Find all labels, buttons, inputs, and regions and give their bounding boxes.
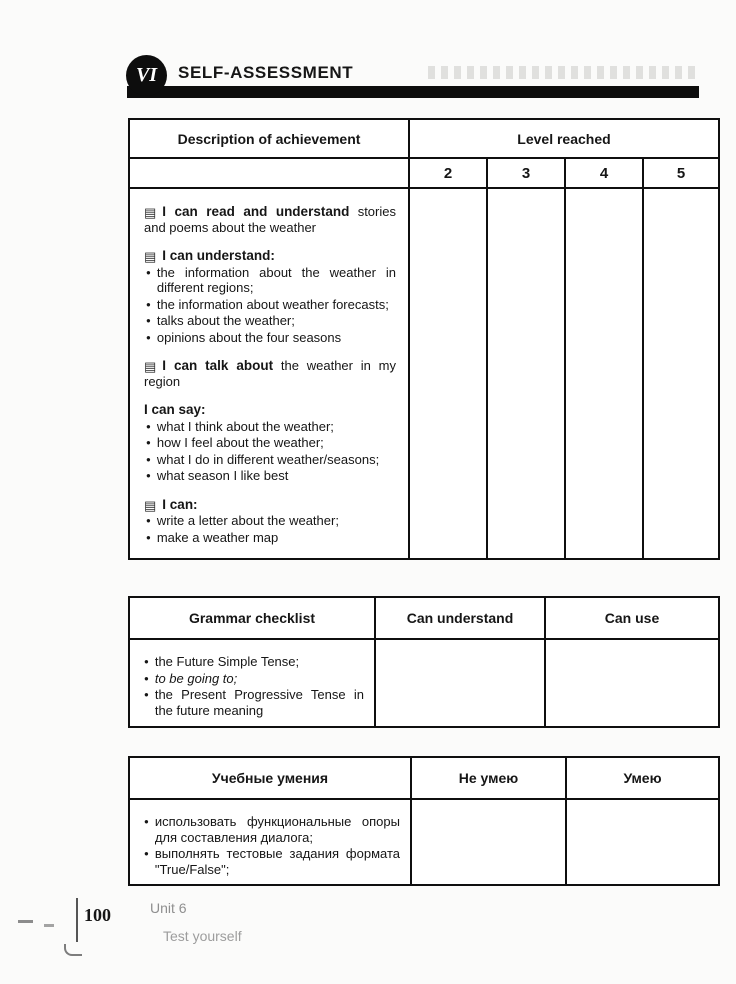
bullet-item [142, 846, 400, 877]
bullet-dot-icon: ● [146, 454, 151, 464]
bullet-dot-icon: ● [146, 516, 151, 525]
bullet-dot-icon: ● [146, 438, 151, 447]
section-lead-rest: stories and poems about the weather [144, 204, 396, 235]
bullet-dot-icon: ● [144, 657, 149, 666]
bullet-text: the information about weather forecasts; [156, 296, 389, 312]
section-lead [144, 248, 396, 264]
footer-unit-label: Unit 6 [150, 900, 187, 916]
bullet-dot-icon: ● [146, 421, 151, 431]
can-header: Умею [565, 758, 718, 798]
skills-table [128, 756, 720, 886]
cannot-cell [410, 798, 565, 884]
skills-header: Учебные умения [211, 770, 329, 786]
section-lead-bold: I can: [162, 496, 198, 512]
score-cell-level-2 [408, 187, 486, 558]
can-cell [565, 798, 718, 884]
section-write [144, 497, 396, 546]
section-talk [144, 358, 396, 389]
unit-badge [126, 55, 167, 96]
bullet-dot-icon: ● [144, 849, 149, 858]
unit-badge-label: VI [135, 64, 158, 86]
bullet-dot-icon: ● [146, 299, 151, 309]
bullet-item [144, 468, 396, 484]
level-2-header: 2 [408, 157, 486, 187]
achievement-descriptions [130, 187, 408, 558]
bullet-list [144, 265, 396, 346]
speaking-icon: ▤ [144, 359, 157, 374]
bullet-item [142, 671, 364, 687]
bullet-text: the information about the weather in different regions; [156, 264, 396, 295]
bullet-item [142, 814, 400, 845]
section-understand [144, 248, 396, 345]
bullet-dot-icon: ● [146, 332, 151, 342]
bullet-dot-icon: ● [144, 673, 149, 683]
bullet-text: the Present Progressive Tense in the future meaning [154, 687, 364, 718]
bullet-text: make a weather map [156, 529, 279, 545]
section-lead [144, 497, 396, 513]
grammar-table [128, 596, 720, 728]
listening-icon: ▤ [144, 249, 157, 264]
score-cell-level-5 [642, 187, 718, 558]
bullet-item [142, 687, 364, 718]
cannot-header: Не умею [410, 758, 565, 798]
bullet-text: what I think about the weather; [156, 418, 334, 434]
page-number: 100 [84, 905, 111, 925]
bullet-item [144, 265, 396, 296]
bullet-text: the Future Simple Tense; [154, 654, 300, 669]
section-say [144, 402, 396, 484]
level-4-header: 4 [564, 157, 642, 187]
bullet-text: использовать функциональные опоры для составления диалога; [154, 814, 400, 845]
grammar-checklist-header: Grammar checklist [188, 610, 316, 626]
bullet-item [144, 513, 396, 529]
level-5-header: 5 [642, 157, 718, 187]
section-lead-rest: the weather in my region [144, 358, 396, 389]
section-lead-bold: I can say: [144, 402, 206, 417]
can-understand-header: Can understand [374, 598, 544, 638]
bullet-dot-icon: ● [144, 817, 149, 826]
bullet-text: talks about the weather; [156, 313, 295, 328]
reading-icon: ▤ [144, 205, 157, 220]
bullet-text: how I feel about the weather; [156, 435, 324, 450]
section-read [144, 204, 396, 235]
score-cell-level-4 [564, 187, 642, 558]
bullet-item [144, 452, 396, 468]
bullet-list [144, 419, 396, 484]
bullet-item [142, 654, 364, 670]
can-use-cell [544, 638, 718, 726]
level-3-header: 3 [486, 157, 564, 187]
header-rule [127, 86, 699, 98]
scan-artifact [76, 898, 78, 942]
bullet-text: write a letter about the weather; [156, 513, 339, 528]
grammar-items [130, 638, 374, 726]
bullet-item [144, 419, 396, 435]
section-lead [144, 358, 396, 389]
bullet-text: opinions about the four seasons [156, 329, 342, 345]
section-lead [144, 402, 396, 418]
scan-noise [428, 66, 700, 79]
skills-items [130, 798, 410, 884]
section-lead [144, 204, 396, 235]
scan-artifact [64, 944, 82, 956]
can-use-header: Can use [544, 598, 718, 638]
scan-artifact [44, 924, 54, 927]
achievement-table [128, 118, 720, 560]
bullet-text: to be going to; [154, 670, 238, 686]
section-lead-bold: I can understand: [162, 248, 275, 263]
footer-subtitle: Test yourself [163, 928, 242, 944]
description-column-header: Description of achievement [177, 130, 361, 147]
bullet-dot-icon: ● [146, 316, 151, 325]
scan-artifact [18, 920, 33, 923]
bullet-item [144, 297, 396, 313]
bullet-item [144, 435, 396, 451]
bullet-list [144, 513, 396, 545]
bullet-text: выполнять тестовые задания формата "True/False"; [154, 846, 400, 877]
bullet-dot-icon: ● [146, 532, 151, 542]
page-title: SELF-ASSESSMENT [178, 63, 354, 82]
bullet-item [144, 330, 396, 346]
score-cell-level-3 [486, 187, 564, 558]
bullet-dot-icon: ● [146, 471, 151, 480]
can-understand-cell [374, 638, 544, 726]
empty-header-cell [130, 157, 408, 187]
bullet-dot-icon: ● [146, 267, 151, 277]
bullet-dot-icon: ● [144, 690, 149, 699]
writing-icon: ▤ [144, 497, 157, 513]
level-reached-column-header: Level reached [408, 120, 718, 157]
section-lead-bold: I can read and understand [162, 204, 350, 219]
bullet-item [144, 313, 396, 329]
section-lead-bold: I can talk about [162, 358, 274, 373]
bullet-text: what season I like best [156, 468, 289, 483]
bullet-item [144, 530, 396, 546]
bullet-text: what I do in different weather/seasons; [156, 451, 380, 467]
